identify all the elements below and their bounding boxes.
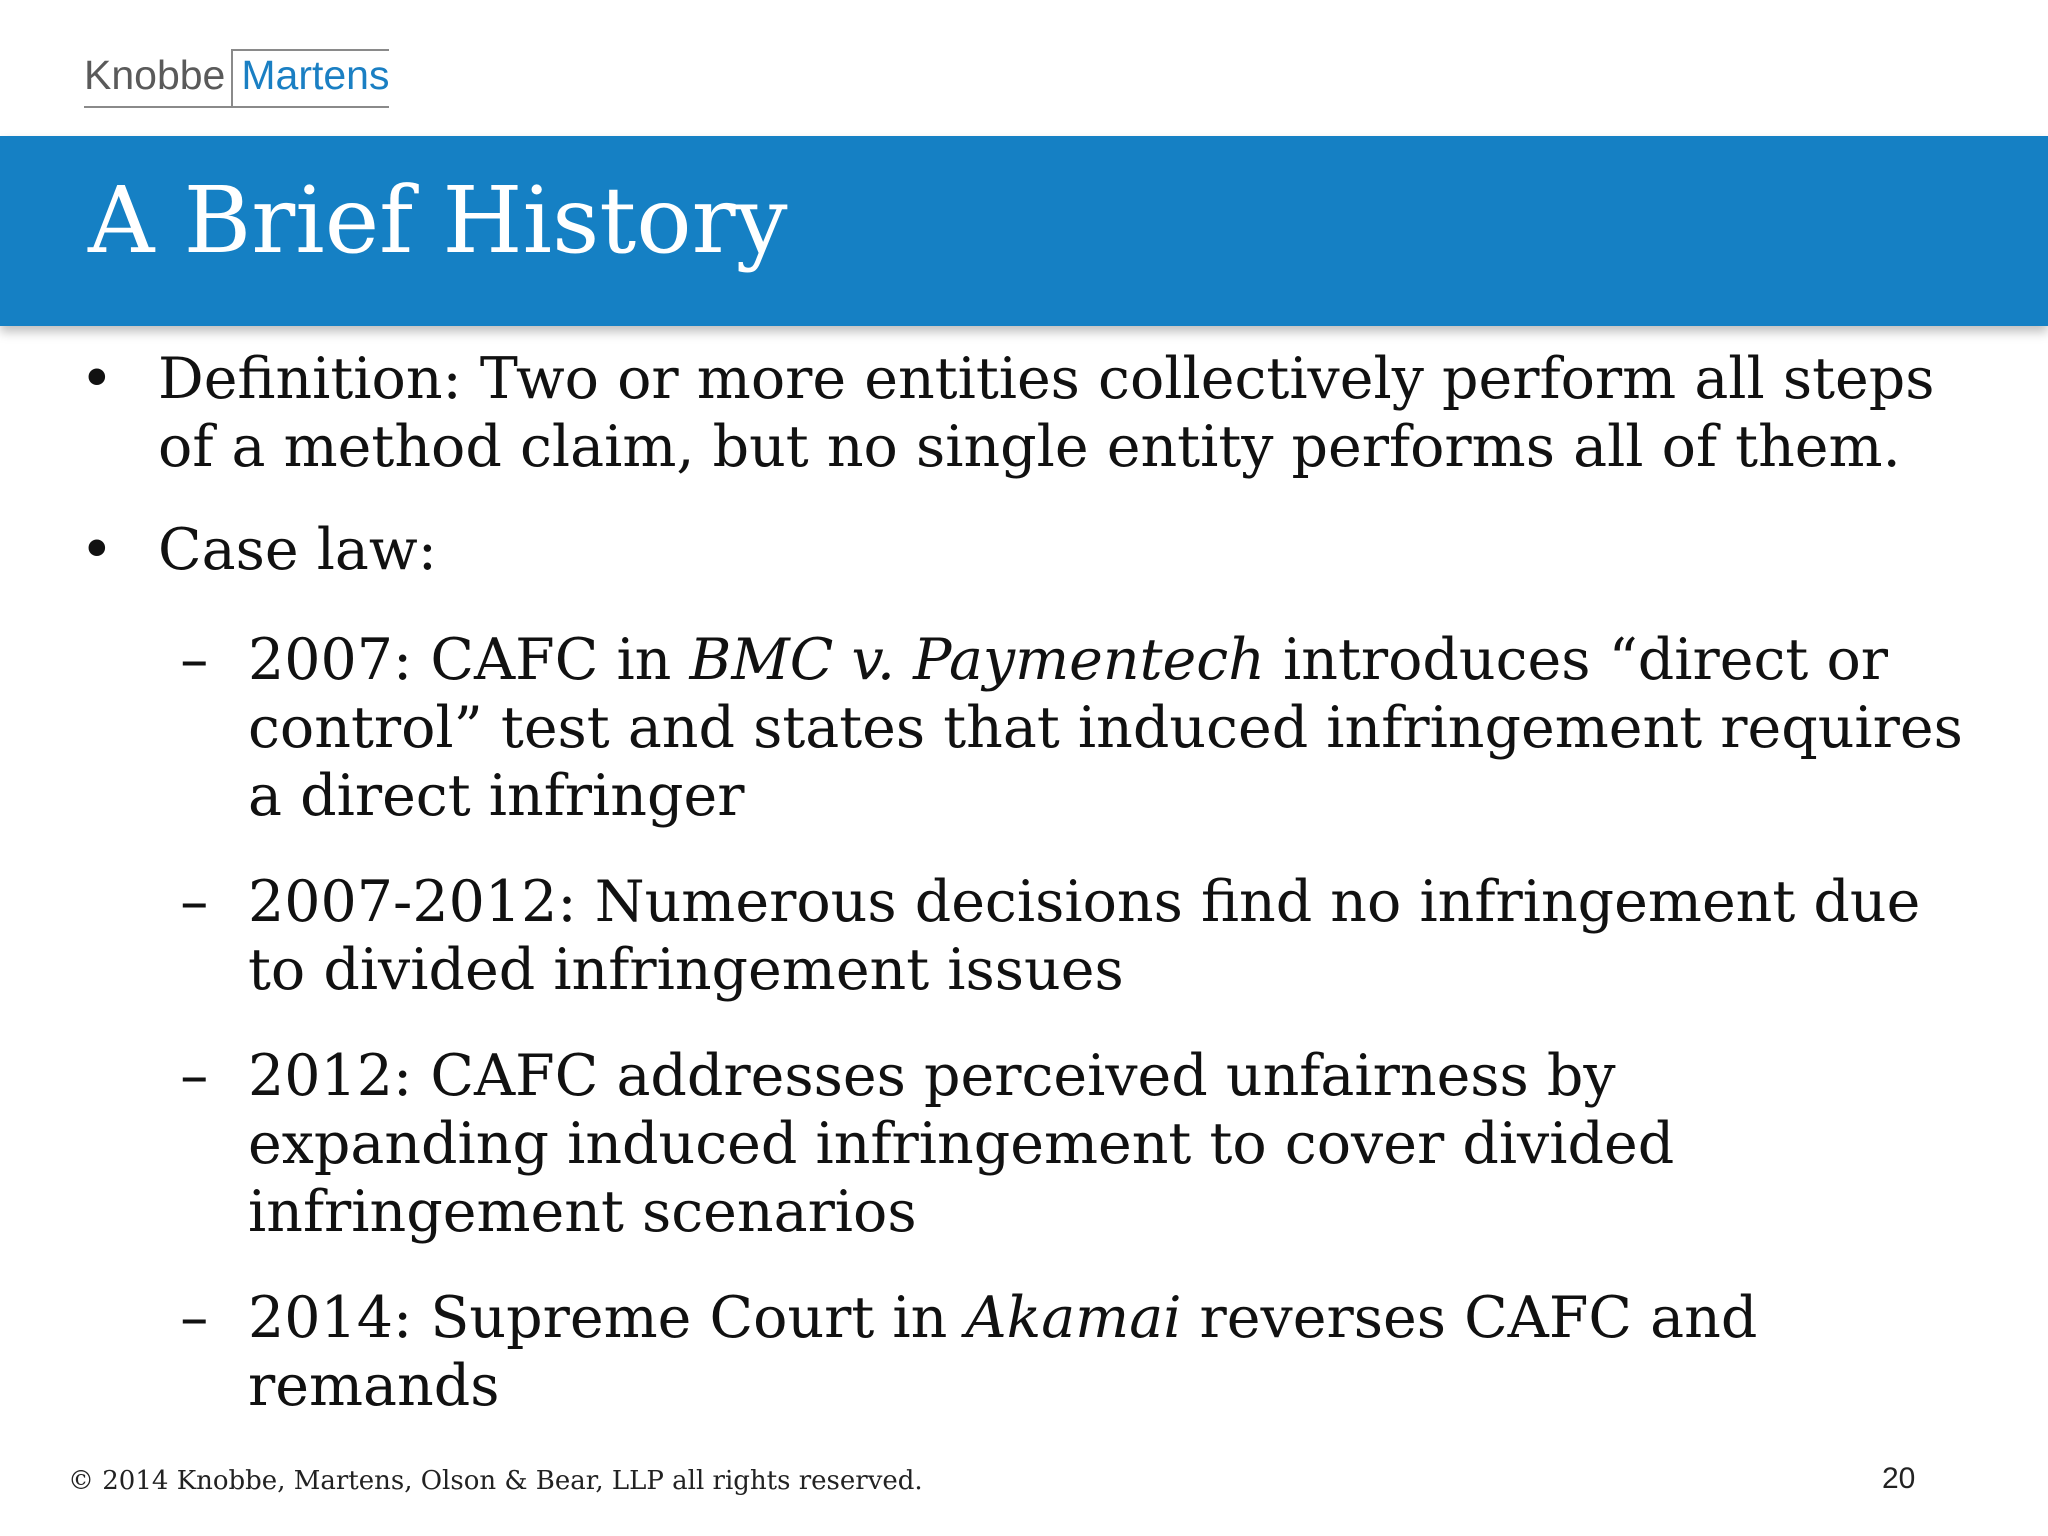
logo-text-knobbe: Knobbe — [84, 55, 231, 108]
logo-text-martens: Martens — [231, 49, 389, 108]
company-logo — [84, 52, 389, 108]
bullet-case-law-label: Case law: — [158, 517, 437, 583]
sub-bullet-2007-2012-line-2: to divided infringement issues — [248, 937, 1124, 1003]
page-number: 20 — [1882, 1462, 1916, 1495]
sub-bullet-2012-line-3: infringement scenarios — [248, 1179, 917, 1245]
sub-bullet-2014-line-1-pre: 2014: Supreme Court in — [248, 1285, 966, 1351]
sub-bullet-2012-line-2: expanding induced infringement to cover divided — [248, 1111, 1675, 1177]
sub-bullet-2014-line-2: remands — [248, 1353, 500, 1419]
copyright-footer: © 2014 Knobbe, Martens, Olson & Bear, LLP all rights reserved. — [68, 1466, 923, 1496]
bullet-definition-line-1: Definition: Two or more entities collectively perform all steps — [158, 346, 1935, 412]
bullet-marker: • — [80, 517, 114, 583]
sub-bullet-2014-line-1 — [248, 1284, 1757, 1352]
case-name-bmc-v-paymentech: BMC v. Paymentech — [689, 627, 1265, 693]
sub-bullet-2007-line-1-post: introduces “direct or — [1264, 627, 1889, 693]
bullet-definition-line-2: of a method claim, but no single entity performs all of them. — [158, 414, 1901, 480]
sub-bullet-2007-line-1 — [248, 626, 1888, 694]
dash-marker: – — [180, 869, 209, 935]
sub-bullet-2014-line-1-post: reverses CAFC and — [1181, 1285, 1758, 1351]
sub-bullet-2007-line-1-pre: 2007: CAFC in — [248, 627, 690, 693]
sub-bullet-2007-2012-line-1: 2007-2012: Numerous decisions find no infringement due — [248, 869, 1921, 935]
case-name-akamai: Akamai — [965, 1285, 1182, 1351]
dash-marker: – — [180, 627, 209, 693]
sub-bullet-2007-line-3: a direct infringer — [248, 763, 745, 829]
slide-title: A Brief History — [88, 167, 788, 274]
sub-bullet-2007-line-2: control” test and states that induced infringement requires — [248, 695, 1963, 761]
dash-marker: – — [180, 1285, 209, 1351]
sub-bullet-2012-line-1: 2012: CAFC addresses perceived unfairness by — [248, 1043, 1616, 1109]
dash-marker: – — [180, 1043, 209, 1109]
bullet-marker: • — [80, 346, 114, 412]
title-bar — [0, 136, 2048, 326]
